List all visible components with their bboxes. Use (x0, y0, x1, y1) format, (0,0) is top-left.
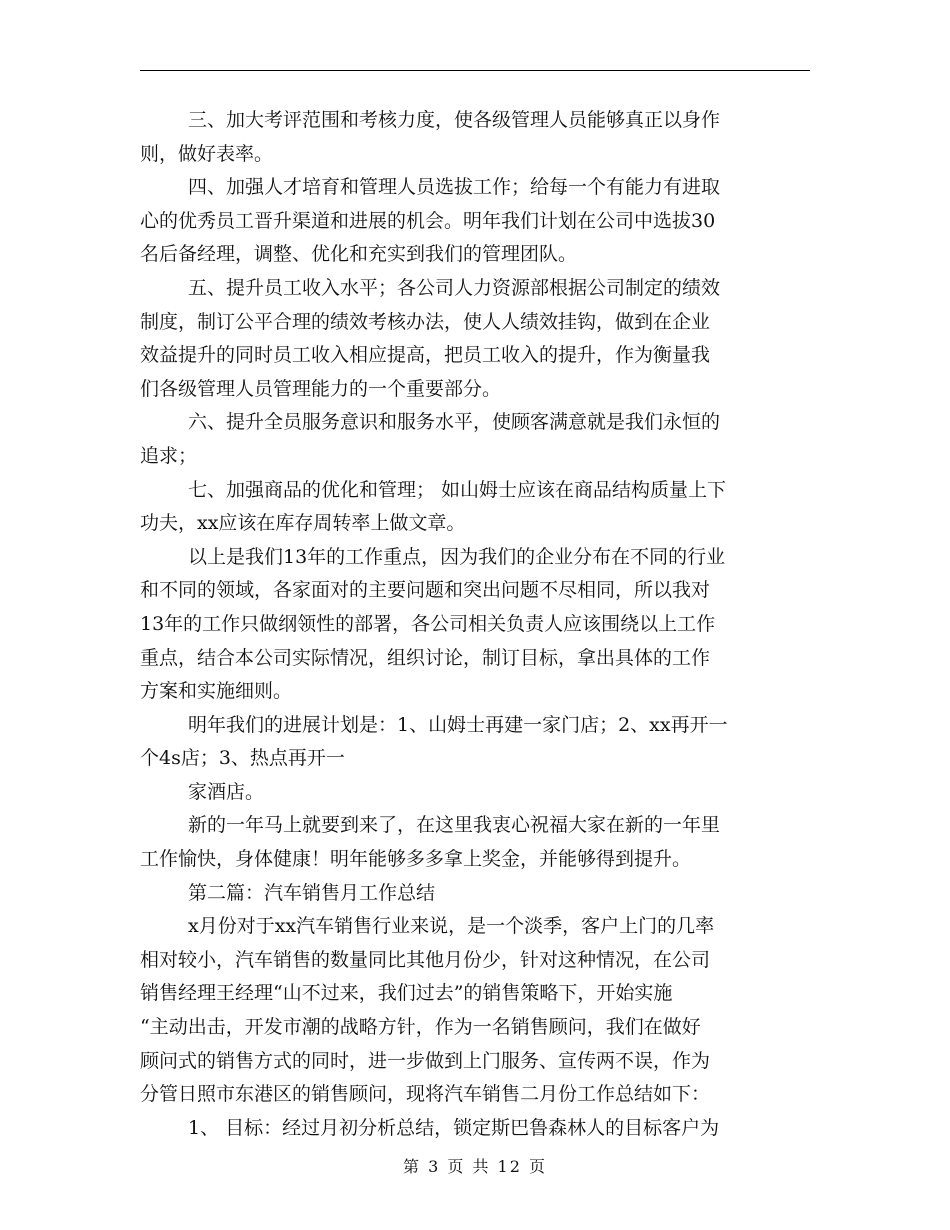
document-body (140, 104, 810, 1145)
text-line: 名后备经理，调整、优化和充实到我们的管理团队。 (140, 243, 578, 266)
header-rule (140, 70, 810, 71)
text-line: 则，做好表率。 (140, 142, 274, 165)
section-heading: 第二篇：汽车销售月工作总结 (188, 881, 436, 904)
text-line: 以上是我们13年的工作重点，因为我们的企业分布在不同的行业 (188, 545, 726, 568)
text-line: 1、 目标：经过月初分析总结，锁定斯巴鲁森林人的目标客户为 (188, 1116, 720, 1139)
text-line: 三、加大考评范围和考核力度，使各级管理人员能够真正以身作 (188, 109, 721, 131)
text-line: 重点，结合本公司实际情况，组织讨论，制订目标，拿出具体的工作 (140, 646, 711, 669)
text-line: 工作愉快，身体健康！明年能够多多拿上奖金，并能够得到提升。 (140, 848, 692, 871)
text-line: 制度，制订公平合理的绩效考核办法，使人人绩效挂钩，做到在企业 (140, 310, 711, 333)
text-line: 销售经理王经理“山不过来，我们过去”的销售策略下，开始实施 (140, 982, 673, 1005)
text-line: 追求； (140, 444, 198, 467)
text-line: 个4s店；3、热点再开一 (140, 747, 345, 770)
text-line: “主动出击，开发市潮的战略方针，作为一名销售顾问，我们在做好 (140, 1016, 701, 1039)
text-line: 和不同的领域，各家面对的主要问题和突出问题不尽相同，所以我对 (140, 579, 711, 602)
text-line: 顾问式的销售方式的同时，进一步做到上门服务、宣传两不误，作为 (140, 1049, 711, 1072)
page-number: 第 3 页 共 12 页 (403, 1157, 547, 1176)
text-line: 七、加强商品的优化和管理； 如山姆士应该在商品结构质量上下 (188, 478, 727, 501)
text-line: 功夫，xx应该在库存周转率上做文章。 (140, 512, 466, 535)
text-line: 们各级管理人员管理能力的一个重要部分。 (140, 377, 502, 400)
text-line: 方案和实施细则。 (140, 680, 293, 703)
text-line: 明年我们的进展计划是：1、山姆士再建一家门店；2、xx再开一 (188, 713, 728, 736)
text-line: 相对较小，汽车销售的数量同比其他月份少，针对这种情况，在公司 (140, 948, 711, 971)
text-line: 四、加强人才培育和管理人员选拔工作；给每一个有能力有进取 (188, 176, 721, 199)
text-line: 新的一年马上就要到来了，在这里我衷心祝福大家在新的一年里 (188, 814, 721, 837)
text-line: x月份对于xx汽车销售行业来说，是一个淡季，客户上门的几率 (188, 915, 715, 938)
text-line: 分管日照市东港区的销售顾问，现将汽车销售二月份工作总结如下： (140, 1083, 711, 1106)
text-line: 13年的工作只做纲领性的部署，各公司相关负责人应该围绕以上工作 (140, 612, 716, 635)
text-line: 六、提升全员服务意识和服务水平，使顾客满意就是我们永恒的 (188, 411, 721, 434)
text-line: 效益提升的同时员工收入相应提高，把员工收入的提升，作为衡量我 (140, 344, 711, 367)
text-line: 五、提升员工收入水平；各公司人力资源部根据公司制定的绩效 (188, 276, 721, 299)
text-line: 家酒店。 (188, 780, 265, 803)
text-line: 心的优秀员工晋升渠道和进展的机会。明年我们计划在公司中选拔30 (140, 209, 716, 232)
